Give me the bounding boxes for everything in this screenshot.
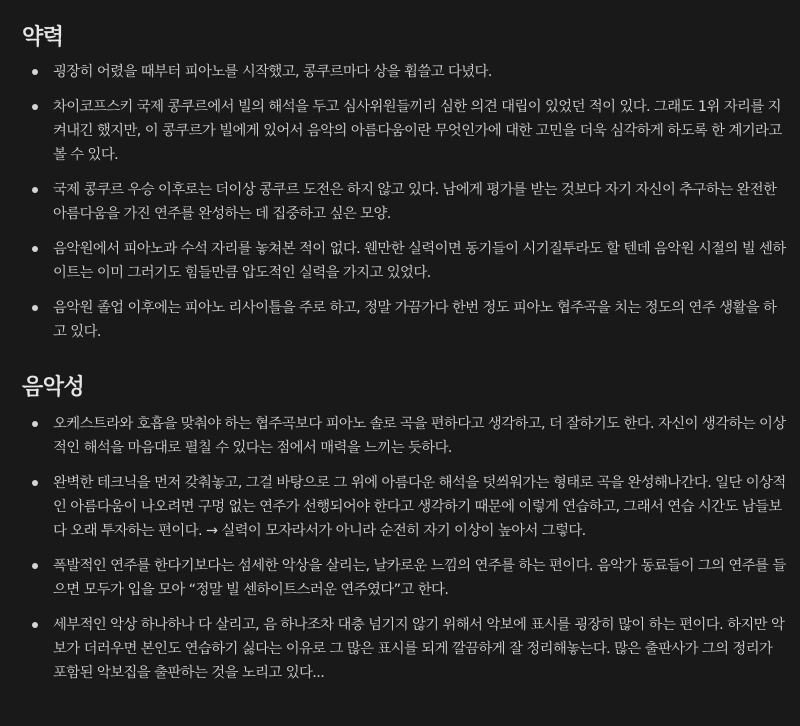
section-heading-musicality: 음악성 bbox=[22, 375, 85, 400]
musicality-list bbox=[0, 412, 800, 696]
biography-list bbox=[0, 60, 800, 355]
list-item: 국제 콩쿠르 우승 이후로는 더이상 콩쿠르 도전은 하지 않고 있다. 남에게 평가를 받는 것보다 자기 자신이 추구하는 완전한 아름다움을 가진 연주를 완성하는 데 집중하고 싶은 모양. bbox=[0, 178, 800, 226]
list-item: 음악원 졸업 이후에는 피아노 리사이틀을 주로 하고, 정말 가끔가다 한번 정도 피아노 협주곡을 치는 정도의 연주 생활을 하고 있다. bbox=[0, 296, 800, 344]
list-item: 완벽한 테크닉을 먼저 갖춰놓고, 그걸 바탕으로 그 위에 아름다운 해석을 덧씌워가는 형태로 곡을 완성해나간다. 일단 이상적인 아름다움이 나오려면 구멍 없는 연주가 선행되어야 한다고 생각하기 때문에 이렇게 연습하고, 그래서 연습 시간도 남들보다 오래 투자하는 편이다. → 실력이 모자라서가 아니라 순전히 자기 이상이 높아서 그렇다. bbox=[0, 471, 800, 543]
list-item: 차이코프스키 국제 콩쿠르에서 빌의 해석을 두고 심사위원들끼리 심한 의견 대립이 있었던 적이 있다. 그래도 1위 자리를 지켜내긴 했지만, 이 콩쿠르가 빌에게 있어서 음악의 아름다움이란 무엇인가에 대한 고민을 더욱 심각하게 하도록 한 계기라고 볼 수 있다. bbox=[0, 95, 800, 167]
section-heading-biography: 약력 bbox=[22, 25, 64, 50]
list-item: 음악원에서 피아노과 수석 자리를 놓쳐본 적이 없다. 웬만한 실력이면 동기들이 시기질투라도 할 텐데 음악원 시절의 빌 센하이트는 이미 그러기도 힘들만큼 압도적인 실력을 가지고 있었다. bbox=[0, 237, 800, 285]
list-item: 세부적인 악상 하나하나 다 살리고, 음 하나조차 대충 넘기지 않기 위해서 악보에 표시를 굉장히 많이 하는 편이다. 하지만 악보가 더러우면 본인도 연습하기 싫다는 이유로 그 많은 표시를 되게 깔끔하게 잘 정리해놓는다. 많은 출판사가 그의 정리가 포함된 악보집을 출판하는 것을 노리고 있다... bbox=[0, 613, 800, 685]
list-item: 굉장히 어렸을 때부터 피아노를 시작했고, 콩쿠르마다 상을 휩쓸고 다녔다. bbox=[0, 60, 800, 84]
list-item: 오케스트라와 호흡을 맞춰야 하는 협주곡보다 피아노 솔로 곡을 편하다고 생각하고, 더 잘하기도 한다. 자신이 생각하는 이상적인 해석을 마음대로 펼칠 수 있다는 점에서 매력을 느끼는 듯하다. bbox=[0, 412, 800, 460]
list-item: 폭발적인 연주를 한다기보다는 섬세한 악상을 살리는, 날카로운 느낌의 연주를 하는 편이다. 음악가 동료들이 그의 연주를 들으면 모두가 입을 모아 “정말 빌 센하이트스러운 연주였다”고 한다. bbox=[0, 554, 800, 602]
